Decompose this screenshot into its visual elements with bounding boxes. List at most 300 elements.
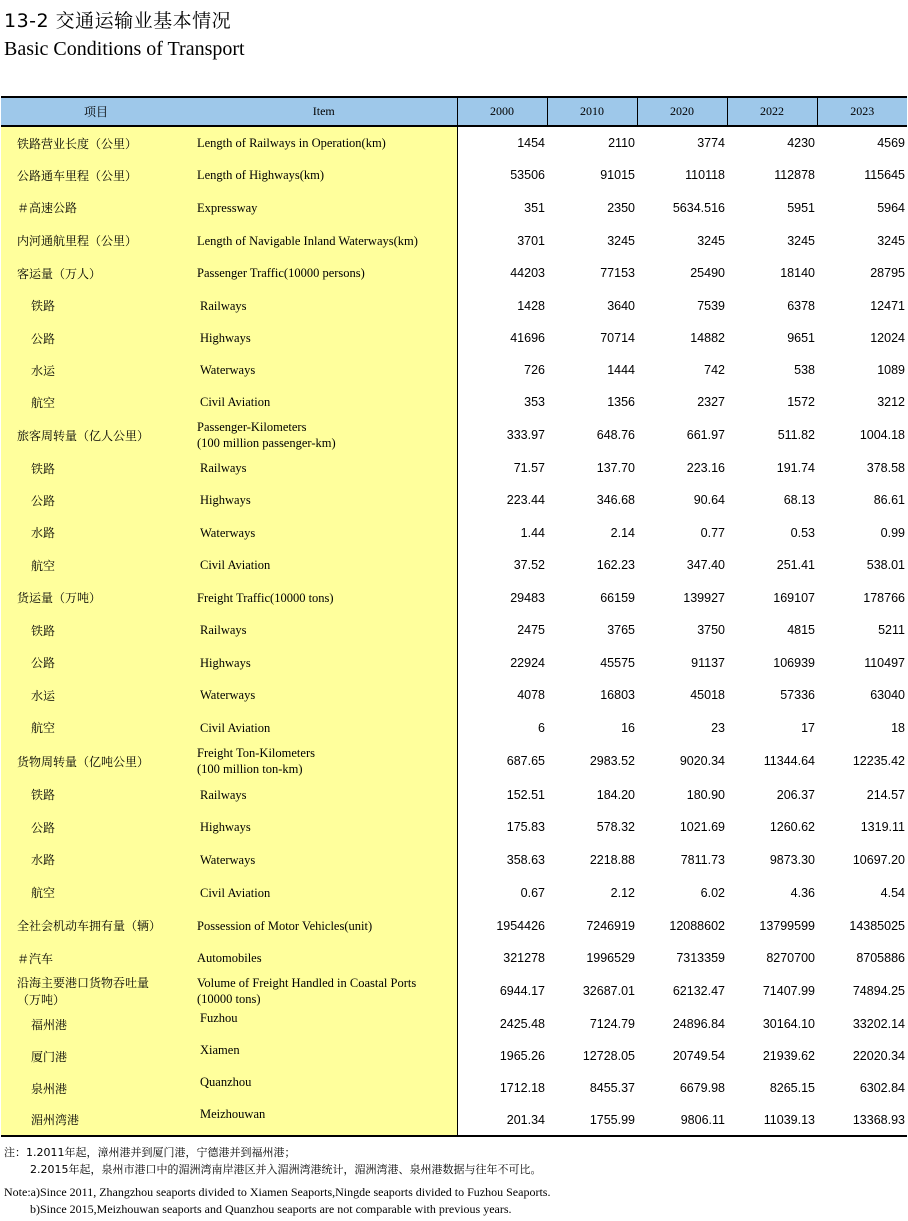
cell-value: 71.57 xyxy=(513,461,545,475)
cell-value: 687.65 xyxy=(506,754,545,768)
cell-value: 7313359 xyxy=(676,951,725,965)
cell-value: 71407.99 xyxy=(762,984,815,998)
cell-value: 9020.34 xyxy=(679,754,725,768)
row-label-en-text: Highways xyxy=(200,493,251,507)
table-row xyxy=(1,843,907,876)
cell-value: 0.53 xyxy=(790,525,815,540)
row-label-en xyxy=(191,159,457,191)
row-label-cn xyxy=(1,909,191,942)
table-row xyxy=(1,418,907,452)
cell-value: 7124.79 xyxy=(589,1017,635,1031)
row-label-en-text-2: (10000 tons) xyxy=(197,992,261,1006)
cell-value: 8270700 xyxy=(766,951,815,965)
cell-value: 1444 xyxy=(607,363,635,377)
row-label-cn xyxy=(1,386,191,418)
cell-value: 110497 xyxy=(864,655,905,670)
cell-value: 1260.62 xyxy=(769,820,815,834)
cell-value: 1.44 xyxy=(520,525,545,540)
cell-value: 8265.15 xyxy=(769,1081,815,1095)
header-year-2023: 2023 xyxy=(817,97,907,126)
row-label-en-text: Length of Highways(km) xyxy=(197,168,325,182)
table-row xyxy=(1,516,907,549)
cell-value: 3765 xyxy=(607,623,635,637)
cell-value: 9873.30 xyxy=(769,852,815,867)
cell-value: 511.82 xyxy=(777,428,815,442)
cell-value: 22020.34 xyxy=(852,1049,905,1063)
row-label-en-text: Quanzhou xyxy=(200,1075,252,1089)
row-label-cn xyxy=(1,843,191,876)
table-row xyxy=(1,711,907,744)
row-label-cn xyxy=(1,418,191,452)
cell-value: 110118 xyxy=(685,168,725,182)
cell-value: 57336 xyxy=(780,688,815,702)
cell-value: 7811.73 xyxy=(680,852,725,867)
row-label-en-text: Railways xyxy=(200,461,247,475)
note-en-2: b)Since 2015,Meizhouwan seaports and Quanzhou seaports are not comparable with previous years. xyxy=(30,1202,512,1216)
cell-value: 178766 xyxy=(863,590,905,605)
table-row xyxy=(1,322,907,354)
cell-value: 30164.10 xyxy=(762,1017,815,1031)
row-label-en-text: Length of Railways in Operation(km) xyxy=(197,136,386,150)
cell-value: 378.58 xyxy=(866,461,905,475)
cell-value: 18140 xyxy=(780,266,815,280)
row-label-en xyxy=(191,974,457,1008)
header-year-2010: 2010 xyxy=(547,97,637,126)
row-label-cn-text: 内河通航里程（公里） xyxy=(17,234,138,248)
cell-value: 4.54 xyxy=(880,885,905,900)
row-label-cn-text: 湄州湾港 xyxy=(31,1113,80,1127)
row-label-cn xyxy=(1,257,191,289)
cell-value: 4.36 xyxy=(790,885,815,900)
cell-value: 44203 xyxy=(510,266,545,280)
cell-value: 169107 xyxy=(773,590,815,605)
cell-value: 66159 xyxy=(600,590,635,605)
table-row xyxy=(1,452,907,484)
row-label-en xyxy=(191,843,457,876)
row-label-en-text: Xiamen xyxy=(200,1043,240,1057)
cell-value: 1996529 xyxy=(586,951,635,965)
note-cn-1: 注：1.2011年起，漳州港并到厦门港，宁德港并到福州港； xyxy=(4,1146,296,1159)
cell-value: 12235.42 xyxy=(852,754,905,768)
table-row xyxy=(1,1008,907,1040)
cell-value: 191.74 xyxy=(776,461,815,475)
row-label-cn-text: 铁路营业长度（公里） xyxy=(17,136,138,151)
table-row xyxy=(1,1072,907,1104)
cell-value: 3750 xyxy=(697,623,725,637)
page-title-cn: 13-2 交通运输业基本情况 xyxy=(4,10,232,32)
cell-value: 6302.84 xyxy=(859,1081,905,1095)
cell-value: 68.13 xyxy=(783,493,815,507)
table-row xyxy=(1,354,907,386)
row-label-cn-text: 铁路 xyxy=(31,788,56,802)
header-year-2022: 2022 xyxy=(727,97,817,126)
cell-value: 1089 xyxy=(877,363,905,377)
row-label-en xyxy=(191,646,457,679)
row-label-cn xyxy=(1,159,191,191)
row-label-en-text: Automobiles xyxy=(197,951,262,965)
row-label-cn xyxy=(1,679,191,711)
row-label-cn xyxy=(1,484,191,516)
cell-value: 70714 xyxy=(600,331,635,345)
cell-value: 9806.11 xyxy=(637,1104,727,1136)
row-label-en-text: Waterways xyxy=(200,688,256,702)
cell-value: 742 xyxy=(704,363,725,377)
cell-value: 4078 xyxy=(517,688,545,702)
table-row xyxy=(1,581,907,614)
row-label-en-text: Passenger Traffic(10000 persons) xyxy=(197,266,365,280)
row-label-cn xyxy=(1,126,191,159)
cell-value: 25490 xyxy=(690,266,725,280)
row-label-en xyxy=(191,289,457,322)
table-row xyxy=(1,778,907,811)
row-label-cn xyxy=(1,1040,191,1072)
row-label-cn xyxy=(1,646,191,679)
cell-value: 45575 xyxy=(600,655,635,670)
cell-value: 1004.18 xyxy=(859,428,905,442)
row-label-en xyxy=(191,549,457,581)
cell-value: 17 xyxy=(801,720,815,735)
row-label-en-text: Fuzhou xyxy=(200,1011,238,1025)
cell-value: 214.57 xyxy=(866,787,905,802)
cell-value: 6679.98 xyxy=(679,1081,725,1095)
cell-value: 162.23 xyxy=(596,558,635,572)
cell-value: 7246919 xyxy=(586,918,635,933)
cell-value: 137.70 xyxy=(596,461,635,475)
row-label-en xyxy=(191,614,457,646)
row-label-cn xyxy=(1,974,191,1008)
cell-value: 10697.20 xyxy=(852,852,905,867)
table-row xyxy=(1,876,907,909)
cell-value: 32687.01 xyxy=(582,984,635,998)
table-body xyxy=(1,126,907,1136)
cell-value: 321278 xyxy=(503,951,545,965)
row-label-en xyxy=(191,126,457,159)
cell-value: 2218.88 xyxy=(589,852,635,867)
row-label-cn xyxy=(1,322,191,354)
row-label-en xyxy=(191,1072,457,1104)
row-label-cn xyxy=(1,1104,191,1136)
row-label-cn-text: 沿海主要港口货物吞吐量 xyxy=(17,976,150,990)
row-label-cn-text: 航空 xyxy=(31,721,56,735)
row-label-en xyxy=(191,386,457,418)
row-label-en-text: Civil Aviation xyxy=(200,558,271,572)
row-label-en xyxy=(191,418,457,452)
table-row xyxy=(1,909,907,942)
cell-value: 7539 xyxy=(697,298,725,313)
table-row xyxy=(1,126,907,159)
cell-value: 347.40 xyxy=(686,558,725,572)
note-en-1: Note:a)Since 2011, Zhangzhou seaports divided to Xiamen Seaports,Ningde seaports divided to Fuzhou Seaports. xyxy=(4,1185,551,1199)
row-label-cn-text: 全社会机动车拥有量（辆） xyxy=(17,919,162,933)
table-row xyxy=(1,549,907,581)
row-label-cn-text: ＃高速公路 xyxy=(17,201,78,215)
row-label-en xyxy=(191,354,457,386)
cell-value: 5951 xyxy=(787,200,815,215)
cell-value: 13368.93 xyxy=(817,1104,907,1136)
row-label-en-text: Freight Ton-Kilometers xyxy=(197,746,315,760)
row-label-en-text: Civil Aviation xyxy=(200,395,271,409)
row-label-cn-text: 泉州港 xyxy=(31,1081,68,1096)
cell-value: 661.97 xyxy=(686,428,725,442)
cell-value: 1954426 xyxy=(496,918,545,933)
cell-value: 12471 xyxy=(870,298,905,313)
cell-value: 2327 xyxy=(697,395,725,409)
cell-value: 201.34 xyxy=(457,1104,547,1136)
row-label-en-text-2: (100 million passenger-km) xyxy=(197,436,336,450)
row-label-cn xyxy=(1,452,191,484)
row-label-en-text: Railways xyxy=(200,623,247,637)
row-label-en xyxy=(191,581,457,614)
row-label-en-text: Highways xyxy=(200,820,251,834)
cell-value: 2425.48 xyxy=(499,1017,545,1031)
cell-value: 37.52 xyxy=(513,558,545,572)
cell-value: 6378 xyxy=(787,298,815,313)
row-label-en xyxy=(191,744,457,778)
row-label-cn-text-2: （万吨） xyxy=(17,993,66,1007)
cell-value: 41696 xyxy=(510,331,545,345)
cell-value: 5634.516 xyxy=(672,200,725,215)
row-label-en xyxy=(191,516,457,549)
cell-value: 22924 xyxy=(510,655,545,670)
cell-value: 152.51 xyxy=(506,787,545,802)
cell-value: 1965.26 xyxy=(499,1049,545,1063)
cell-value: 538 xyxy=(794,363,815,377)
cell-value: 3212 xyxy=(877,395,905,409)
cell-value: 2110 xyxy=(608,136,635,150)
row-label-en xyxy=(191,942,457,974)
cell-value: 1319.11 xyxy=(860,820,905,834)
cell-value: 12728.05 xyxy=(582,1049,635,1063)
cell-value: 180.90 xyxy=(686,787,725,802)
row-label-cn-text: 航空 xyxy=(31,886,56,900)
row-label-cn-text: 水运 xyxy=(31,688,56,703)
row-label-en xyxy=(191,484,457,516)
table-row xyxy=(1,679,907,711)
cell-value: 13799599 xyxy=(759,918,815,933)
row-label-en-text: Waterways xyxy=(200,525,256,540)
cell-value: 86.61 xyxy=(873,493,905,507)
cell-value: 74894.25 xyxy=(852,984,905,998)
cell-value: 175.83 xyxy=(506,820,545,834)
header-item-cn: 项目 xyxy=(1,97,191,126)
table-row xyxy=(1,744,907,778)
cell-value: 12024 xyxy=(870,331,905,345)
row-label-cn-text: 货物周转量（亿吨公里） xyxy=(17,754,150,769)
cell-value: 3245 xyxy=(697,233,725,248)
row-label-en-text: Railways xyxy=(200,298,247,313)
row-label-cn-text: 客运量（万人） xyxy=(17,266,102,281)
row-label-en xyxy=(191,876,457,909)
cell-value: 18 xyxy=(891,720,905,735)
row-label-en xyxy=(191,711,457,744)
row-label-cn-text: 公路 xyxy=(31,656,56,670)
row-label-cn-text: 厦门港 xyxy=(31,1049,68,1064)
cell-value: 3701 xyxy=(517,233,545,248)
row-label-en-text: Waterways xyxy=(200,852,256,867)
transport-table xyxy=(1,96,907,1137)
row-label-cn xyxy=(1,1072,191,1104)
row-label-cn-text: 旅客周转量（亿人公里） xyxy=(17,428,150,443)
cell-value: 1356 xyxy=(607,395,635,409)
cell-value: 346.68 xyxy=(596,493,635,507)
notes-en xyxy=(4,1184,550,1218)
row-label-cn xyxy=(1,811,191,843)
row-label-en-text: Civil Aviation xyxy=(200,885,271,900)
cell-value: 63040 xyxy=(870,688,905,702)
table-row xyxy=(1,289,907,322)
cell-value: 4230 xyxy=(787,136,815,150)
row-label-cn xyxy=(1,1008,191,1040)
cell-value: 29483 xyxy=(510,590,545,605)
row-label-en xyxy=(191,1040,457,1072)
cell-value: 648.76 xyxy=(596,428,635,442)
cell-value: 33202.14 xyxy=(852,1017,905,1031)
cell-value: 3245 xyxy=(877,233,905,248)
cell-value: 351 xyxy=(524,200,545,215)
table-row xyxy=(1,1040,907,1072)
cell-value: 206.37 xyxy=(776,787,815,802)
cell-value: 3245 xyxy=(787,233,815,248)
cell-value: 28795 xyxy=(870,266,905,280)
row-label-cn-text: 公路 xyxy=(31,820,56,835)
row-label-cn xyxy=(1,942,191,974)
cell-value: 578.32 xyxy=(596,820,635,834)
row-label-en-text: Highways xyxy=(200,655,251,670)
page-title-en: Basic Conditions of Transport xyxy=(4,38,245,60)
cell-value: 5964 xyxy=(877,200,905,215)
row-label-en-text: Length of Navigable Inland Waterways(km) xyxy=(197,233,418,248)
row-label-cn xyxy=(1,549,191,581)
cell-value: 353 xyxy=(524,395,545,409)
notes-cn xyxy=(4,1144,542,1178)
row-label-cn-text: 公路 xyxy=(31,493,56,508)
cell-value: 0.77 xyxy=(700,525,725,540)
table-row xyxy=(1,159,907,191)
row-label-en-text: Civil Aviation xyxy=(200,720,271,735)
table-row xyxy=(1,484,907,516)
row-label-cn xyxy=(1,744,191,778)
row-label-en xyxy=(191,778,457,811)
row-label-en-text: Railways xyxy=(200,787,247,802)
table-header-row xyxy=(1,97,907,126)
cell-value: 115645 xyxy=(864,168,905,182)
cell-value: 2.14 xyxy=(610,525,635,540)
cell-value: 1428 xyxy=(517,298,545,313)
cell-value: 2350 xyxy=(607,200,635,215)
cell-value: 12088602 xyxy=(669,918,725,933)
row-label-cn-text: 福州港 xyxy=(31,1017,68,1032)
row-label-cn xyxy=(1,711,191,744)
cell-value: 23 xyxy=(711,720,725,735)
row-label-en-text: Freight Traffic(10000 tons) xyxy=(197,590,334,605)
row-label-cn-text: 水路 xyxy=(31,853,56,867)
cell-value: 0.67 xyxy=(520,885,545,900)
row-label-en xyxy=(191,909,457,942)
cell-value: 2475 xyxy=(517,623,545,637)
table-row xyxy=(1,1104,907,1136)
row-label-cn-text: 水路 xyxy=(31,526,56,540)
cell-value: 1021.69 xyxy=(679,820,725,834)
cell-value: 8705886 xyxy=(856,951,905,965)
row-label-en-text-2: (100 million ton-km) xyxy=(197,762,303,776)
cell-value: 20749.54 xyxy=(672,1049,725,1063)
cell-value: 11344.64 xyxy=(763,754,815,768)
cell-value: 62132.47 xyxy=(672,984,725,998)
cell-value: 2983.52 xyxy=(589,754,635,768)
cell-value: 14882 xyxy=(690,331,725,345)
cell-value: 16 xyxy=(621,720,635,735)
cell-value: 6944.17 xyxy=(499,984,545,998)
cell-value: 3774 xyxy=(697,136,725,150)
cell-value: 21939.62 xyxy=(762,1049,815,1063)
row-label-cn-text: 航空 xyxy=(31,558,56,573)
row-label-en xyxy=(191,452,457,484)
header-year-2020: 2020 xyxy=(637,97,727,126)
cell-value: 90.64 xyxy=(693,493,725,507)
cell-value: 3245 xyxy=(607,233,635,248)
cell-value: 6.02 xyxy=(700,885,725,900)
cell-value: 726 xyxy=(524,363,545,377)
cell-value: 333.97 xyxy=(506,428,545,442)
cell-value: 106939 xyxy=(773,655,815,670)
cell-value: 0.99 xyxy=(880,525,905,540)
cell-value: 4569 xyxy=(877,136,905,150)
cell-value: 53506 xyxy=(510,168,545,182)
row-label-cn xyxy=(1,581,191,614)
row-label-cn-text: 航空 xyxy=(31,395,56,410)
row-label-cn xyxy=(1,516,191,549)
row-label-cn xyxy=(1,778,191,811)
row-label-cn xyxy=(1,614,191,646)
cell-value: 184.20 xyxy=(596,787,635,802)
cell-value: 112878 xyxy=(774,168,815,182)
table-row xyxy=(1,942,907,974)
row-label-cn xyxy=(1,289,191,322)
cell-value: 251.41 xyxy=(776,558,815,572)
cell-value: 8455.37 xyxy=(589,1081,635,1095)
row-label-en xyxy=(191,1104,457,1136)
cell-value: 538.01 xyxy=(866,558,905,572)
cell-value: 91137 xyxy=(691,655,725,670)
cell-value: 1755.99 xyxy=(547,1104,637,1136)
table-row xyxy=(1,224,907,257)
row-label-en xyxy=(191,224,457,257)
cell-value: 24896.84 xyxy=(672,1017,725,1031)
row-label-en-text: Possession of Motor Vehicles(unit) xyxy=(197,918,373,933)
row-label-en xyxy=(191,257,457,289)
cell-value: 45018 xyxy=(690,688,725,702)
row-label-cn-text: 公路通车里程（公里） xyxy=(17,168,138,183)
row-label-cn-text: 水运 xyxy=(31,363,56,378)
row-label-en-text: Meizhouwan xyxy=(200,1107,266,1121)
table-row xyxy=(1,811,907,843)
table-row xyxy=(1,386,907,418)
cell-value: 14385025 xyxy=(849,918,905,933)
header-item-en: Item xyxy=(191,97,457,126)
row-label-cn-text: 铁路 xyxy=(31,461,56,476)
header-year-2000: 2000 xyxy=(457,97,547,126)
cell-value: 16803 xyxy=(600,688,635,702)
row-label-cn xyxy=(1,876,191,909)
row-label-en xyxy=(191,191,457,224)
row-label-en-text: Passenger-Kilometers xyxy=(197,420,307,434)
table-row xyxy=(1,257,907,289)
row-label-en-text: Waterways xyxy=(200,363,256,377)
table-row xyxy=(1,191,907,224)
cell-value: 5211 xyxy=(878,623,905,637)
cell-value: 3640 xyxy=(607,298,635,313)
row-label-en-text: Volume of Freight Handled in Coastal Ports xyxy=(197,976,417,990)
